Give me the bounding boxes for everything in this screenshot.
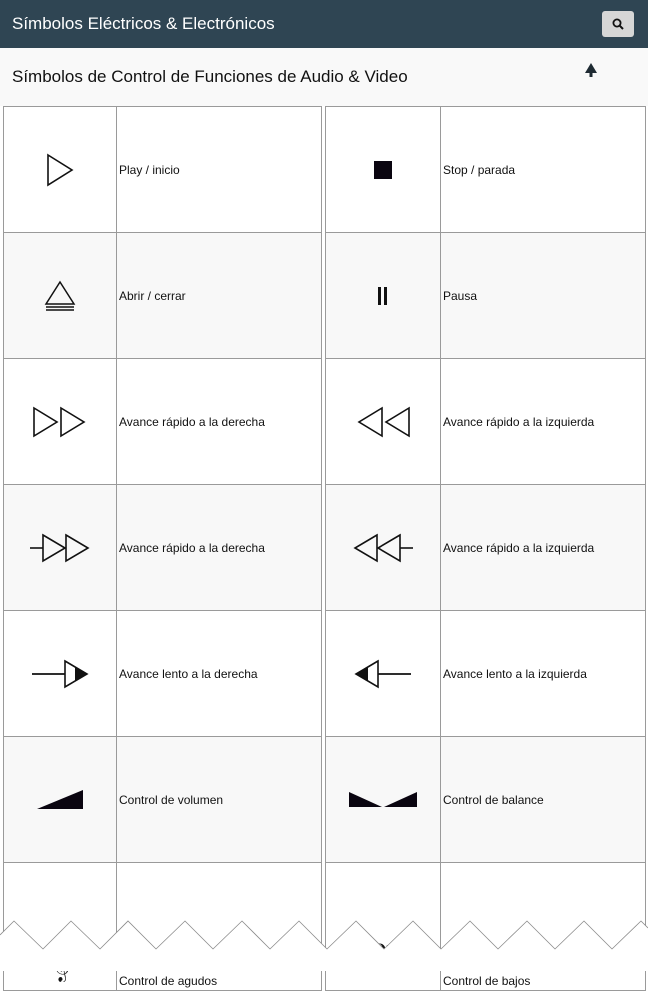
symbol-label: Stop / parada	[441, 107, 646, 233]
symbol-cell	[4, 485, 117, 611]
rewind-line-icon	[351, 532, 415, 564]
table-row	[326, 611, 646, 737]
site-title[interactable]: Símbolos Eléctricos & Electrónicos	[12, 14, 275, 33]
top-bar	[0, 0, 648, 48]
stop-icon	[373, 160, 393, 180]
slow-rewind-icon	[353, 658, 413, 690]
symbol-cell	[326, 485, 441, 611]
pause-icon	[376, 286, 390, 306]
symbol-label: Abrir / cerrar	[117, 233, 322, 359]
table-row	[4, 233, 322, 359]
table-row	[326, 485, 646, 611]
volume-control-icon	[35, 789, 85, 811]
symbol-cell	[4, 107, 117, 233]
symbol-cell	[326, 737, 441, 863]
table-row	[4, 107, 322, 233]
symbol-label: Control de bajos	[441, 863, 646, 991]
symbol-cell	[326, 359, 441, 485]
symbol-label: Avance rápido a la derecha	[117, 485, 322, 611]
symbol-cell	[326, 233, 441, 359]
symbol-cell	[326, 107, 441, 233]
section-header	[0, 48, 648, 106]
slow-forward-icon	[30, 658, 90, 690]
fast-forward-line-icon	[28, 532, 92, 564]
symbol-label: Control de volumen	[117, 737, 322, 863]
symbol-cell	[4, 359, 117, 485]
table-row	[326, 359, 646, 485]
symbol-label: Avance rápido a la izquierda	[441, 359, 646, 485]
symbol-label: Pausa	[441, 233, 646, 359]
symbol-cell	[4, 233, 117, 359]
symbols-table-left	[3, 106, 322, 991]
symbol-cell	[326, 611, 441, 737]
symbol-label: Avance lento a la izquierda	[441, 611, 646, 737]
symbol-cell	[4, 611, 117, 737]
symbol-label: Avance rápido a la derecha	[117, 359, 322, 485]
search-icon	[612, 18, 624, 30]
table-row	[4, 359, 322, 485]
play-icon	[45, 153, 75, 187]
rewind-icon	[355, 405, 411, 439]
fast-forward-icon	[32, 405, 88, 439]
table-row	[4, 485, 322, 611]
symbol-label: Control de agudos	[117, 863, 322, 991]
balance-control-icon	[347, 790, 419, 810]
eject-icon	[43, 280, 77, 312]
torn-edge-overlay	[0, 915, 648, 971]
symbol-label: Control de balance	[441, 737, 646, 863]
symbol-label: Play / inicio	[117, 107, 322, 233]
arrow-up-icon[interactable]	[584, 62, 598, 78]
symbol-cell	[4, 737, 117, 863]
symbol-label: Avance lento a la derecha	[117, 611, 322, 737]
symbols-table-right	[325, 106, 646, 991]
table-row	[4, 611, 322, 737]
table-row	[326, 233, 646, 359]
search-button[interactable]	[602, 11, 634, 37]
table-row	[326, 107, 646, 233]
table-row	[326, 737, 646, 863]
symbol-label: Avance rápido a la izquierda	[441, 485, 646, 611]
section-title: Símbolos de Control de Funciones de Audio & Video	[12, 67, 408, 86]
table-row	[4, 737, 322, 863]
